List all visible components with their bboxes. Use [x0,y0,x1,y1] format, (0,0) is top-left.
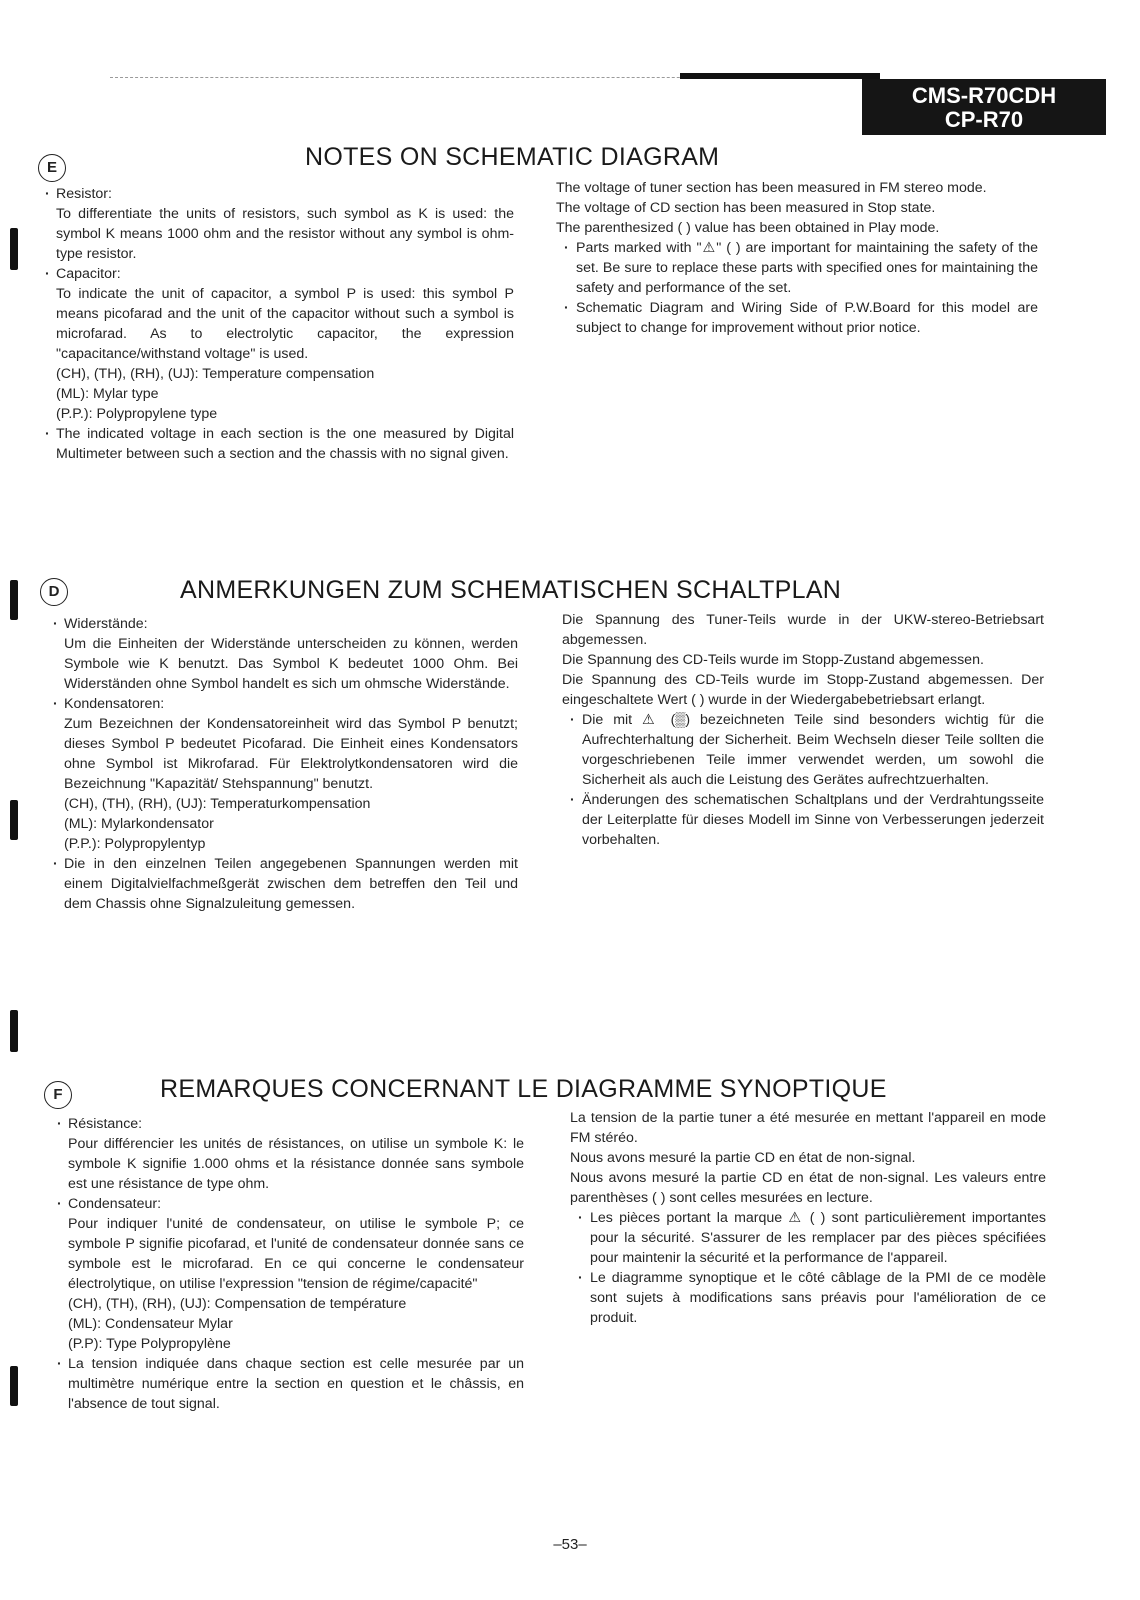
left-paragraph: · Kondensatoren: [52,694,518,714]
right-paragraph: Die Spannung des CD-Teils wurde im Stopp-Zustand abgemessen. [562,652,984,668]
left-paragraph: · Resistor: [44,184,514,204]
left-paragraph: Um die Einheiten der Widerstände unterscheiden zu können, werden Symbole wie K benutzt. Das Symbol K bedeutet 1000 Ohm. Bei Widerständen ohne Symbol handelt es sich um ohmsche Widerstände. [64,636,518,692]
section-title-french: REMARQUES CONCERNANT LE DIAGRAMME SYNOPTIQUE [160,1075,887,1103]
section-d-right-column [562,610,1044,850]
binding-mark [10,580,18,620]
binding-mark [10,800,18,840]
right-paragraph: · Les pièces portant la marque ⚠ ( ) sont particulièrement importantes pour la sécurité. S'assurer de les remplacer par des pièces spécifiées pour maintenir la sécurité et la performance de l'appareil. [570,1208,1046,1268]
left-paragraph: (CH), (TH), (RH), (UJ): Compensation de température [68,1296,407,1312]
left-paragraph: Pour différencier les unités de résistances, on utilise un symbole K: le symbole K signifie 1.000 ohms et la résistance donnée sans symbole est une résistance de type ohm. [68,1136,524,1192]
left-paragraph: (P.P): Type Polypropylène [68,1336,231,1352]
left-paragraph: (P.P.): Polypropylentyp [64,836,206,852]
left-paragraph: (CH), (TH), (RH), (UJ): Temperature compensation [56,366,375,382]
left-paragraph: · La tension indiquée dans chaque section est celle mesurée par un multimètre numérique entre la section en question et le châssis, en l'absence de tout signal. [56,1354,524,1414]
binding-mark [10,228,18,270]
header-bar [680,73,880,79]
section-f-left-column [56,1114,524,1414]
left-paragraph: (P.P.): Polypropylene type [56,406,218,422]
right-paragraph: Die Spannung des CD-Teils wurde im Stopp-Zustand abgemessen. Der eingeschaltete Wert ( ) wurde in der Wiedergabebetriebsart erlangt. [562,672,1044,708]
right-paragraph: The parenthesized ( ) value has been obtained in Play mode. [556,220,940,236]
left-paragraph: · Die in den einzelnen Teilen angegebenen Spannungen werden mit einem Digitalvielfachmeßgerät zwischen dem betreffen den Teil und dem Chassis ohne Signalzuleitung gemessen. [52,854,518,914]
right-paragraph: Nous avons mesuré la partie CD en état de non-signal. [570,1150,916,1166]
right-paragraph: · Parts marked with "⚠" ( ) are important for maintaining the safety of the set. Be sure to replace these parts with specified ones for maintaining the safety and performance of the set. [556,238,1038,298]
left-paragraph: · Capacitor: [44,264,514,284]
left-paragraph: (ML): Condensateur Mylar [68,1316,233,1332]
section-title-english: NOTES ON SCHEMATIC DIAGRAM [305,143,720,171]
left-paragraph: To differentiate the units of resistors, such symbol as K is used: the symbol K means 1000 ohm and the resistor without any symbol is ohm-type resistor. [56,206,514,262]
right-paragraph: · Le diagramme synoptique et le côté câblage de la PMI de ce modèle sont sujets à modifications sans préavis pour l'amélioration de ce produit. [570,1268,1046,1328]
section-title-german: ANMERKUNGEN ZUM SCHEMATISCHEN SCHALTPLAN [180,576,842,604]
left-paragraph: Pour indiquer l'unité de condensateur, on utilise le symbole P; ce symbole P signifie picofarad, et l'unité de condensateur donnée sans ce symbole est le microfarad. En ce qui concerne le condensateur électrolytique, on utilise l'expression "tension de régime/capacité" [68,1216,524,1292]
right-paragraph: Nous avons mesuré la partie CD en état de non-signal. Les valeurs entre parenthèses ( ) sont celles mesurées en lecture. [570,1170,1046,1206]
left-paragraph: · The indicated voltage in each section is the one measured by Digital Multimeter between such a section and the chassis with no signal given. [44,424,514,464]
model-badge [862,79,1106,135]
binding-mark [10,1366,18,1406]
left-paragraph: · Condensateur: [56,1194,524,1214]
right-paragraph: · Änderungen des schematischen Schaltplans und der Verdrahtungsseite der Leiterplatte für dieses Modell im Sinne von Verbesserungen jederzeit vorbehalten. [562,790,1044,850]
language-mark-d: D [40,578,68,606]
page-number: –53– [553,1536,587,1553]
right-paragraph: The voltage of CD section has been measured in Stop state. [556,200,936,216]
left-paragraph: · Résistance: [56,1114,524,1134]
left-paragraph: (ML): Mylarkondensator [64,816,214,832]
language-mark-e: E [38,154,66,182]
section-e-left-column [44,184,514,464]
left-paragraph: (ML): Mylar type [56,386,159,402]
model-name-secondary: CP-R70 [944,107,1024,132]
right-paragraph: The voltage of tuner section has been measured in FM stereo mode. [556,180,987,196]
model-name-primary: CMS-R70CDH [911,83,1057,108]
language-mark-f: F [44,1081,72,1109]
scan-rule-line [110,77,750,78]
right-paragraph: La tension de la partie tuner a été mesurée en mettant l'appareil en mode FM stéréo. [570,1110,1046,1146]
binding-mark [10,1010,18,1052]
right-paragraph: · Schematic Diagram and Wiring Side of P.W.Board for this model are subject to change for improvement without prior notice. [556,298,1038,338]
section-f-right-column [570,1108,1046,1328]
right-paragraph: Die Spannung des Tuner-Teils wurde in der UKW-stereo-Betriebsart abgemessen. [562,612,1044,648]
left-paragraph: (CH), (TH), (RH), (UJ): Temperaturkompensation [64,796,371,812]
section-d-left-column [52,614,518,914]
section-e-right-column [556,178,1038,338]
right-paragraph: · Die mit ⚠ (▒) bezeichneten Teile sind besonders wichtig für die Aufrechterhaltung der Sicherheit. Beim Wechseln dieser Teile sollten die vorgeschriebenen Teile immer verwendet werden, um sowohl die Sicherheit als auch die Leistung des Gerätes aufrechtzuerhalten. [562,710,1044,790]
left-paragraph: Zum Bezeichnen der Kondensatoreinheit wird das Symbol P benutzt; dieses Symbol P bedeutet Picofarad. Die Einheit eines Kondensators ohne Symbol ist Mikrofarad. Für Elektrolytkondensatoren wird die Bezeichnung "Kapazität/ Stehspannung" benutzt. [64,716,518,792]
left-paragraph: · Widerstände: [52,614,518,634]
left-paragraph: To indicate the unit of capacitor, a symbol P is used: this symbol P means picofarad and the unit of the capacitor without such a symbol is microfarad. As to electrolytic capacitor, the expression "capacitance/withstand voltage" is used. [56,286,514,362]
